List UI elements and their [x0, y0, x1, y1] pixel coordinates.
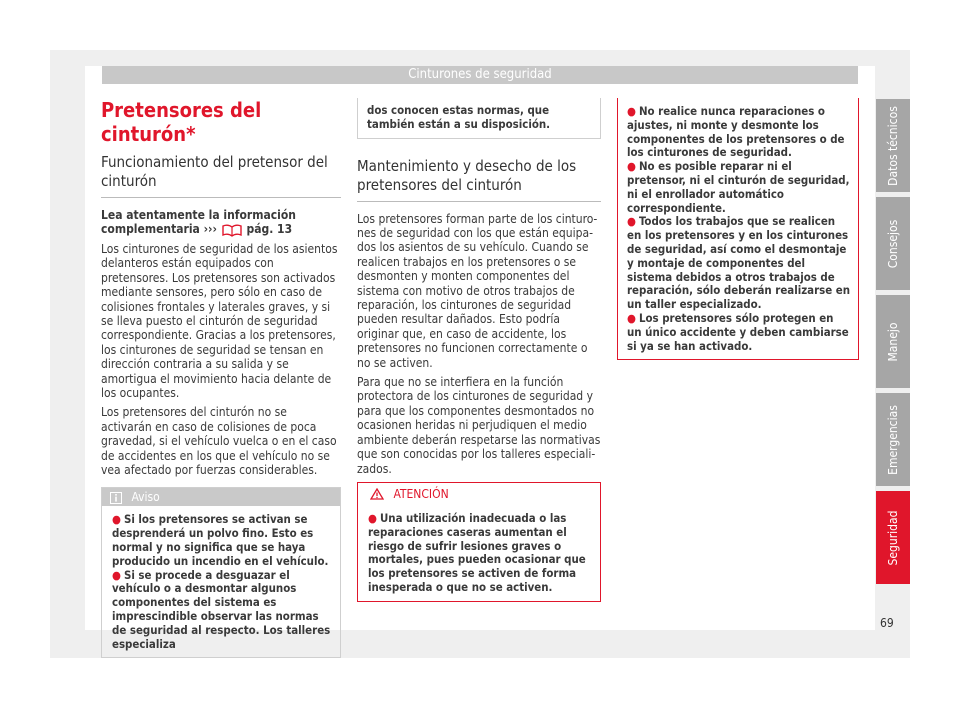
note-header: Aviso: [102, 488, 340, 506]
column-3: [617, 98, 859, 360]
paragraph: Los pretensores del cinturón no se activarán en caso de colisiones de poca gravedad, si el vehículo vuelca o en el caso de accidentes en los que el vehículo no se vea afectado por fuerzas considerables.: [101, 405, 337, 477]
paragraph: Para que no se interfiera en la función protectora de los cinturones de seguridad y para que los componentes desmontados no ocasionen heridas ni perjudiquen el medio ambiente deberán respetarse las normativas que son conocidas por los talleres especializados.: [357, 375, 601, 476]
info-icon: [110, 492, 122, 504]
lead-reference: Lea atentamente la información complementaria ››› pág. 13: [101, 208, 296, 237]
note-box: [101, 487, 341, 658]
tab-consejos[interactable]: Consejos: [876, 197, 910, 290]
page-number: 69: [880, 616, 894, 630]
paragraph: Los cinturones de seguridad de los asientos delanteros están equipados con pretensores. Los pretensores son activados mediante sensores, pero sólo en caso de colisiones frontales y laterales graves, y si se lleva puesto el cinturón de seguridad correspondiente. Gracias a los pretensores, los cinturones de seguridad se tensan en dirección contraria a su salida y se amortigua el movimiento hacia delante de los ocupantes.: [101, 241, 338, 400]
subsection-title: Mantenimiento y desecho de los pretensores del cinturón: [357, 157, 601, 202]
warning-body: [358, 505, 600, 601]
warning-item: ● Todos los trabajos que se realicen en los pretensores y en los cinturones de seguridad, así como el desmontaje y montaje de componentes del sistema debidos a otros trabajos de reparación, sólo deberán realizarse en un taller especializado.: [627, 214, 851, 312]
column-1: [101, 98, 341, 658]
tab-emergencias[interactable]: Emergencias: [876, 393, 910, 486]
note-item: ● Si se procede a desguazar el vehículo o a desmontar algunos componentes del sistema es imprescindible observar las normas de seguridad al respecto. Los talleres especializa: [112, 567, 331, 651]
note-body: [102, 506, 340, 657]
tab-manejo[interactable]: Manejo: [876, 295, 910, 388]
subsection-title: Funcionamiento del pretensor del cinturón: [101, 153, 341, 198]
tab-datos-tecnicos[interactable]: Datos técnicos: [876, 99, 910, 192]
warning-box-continued: [617, 98, 859, 360]
warning-item: ● Los pretensores sólo protegen en un único accidente y deben cambiarse si ya se han activado.: [627, 310, 849, 353]
section-title: Pretensores del cinturón*: [101, 98, 262, 146]
warning-item: ● Una utilización inadecuada o las reparaciones caseras aumentan el riesgo de sufrir lesiones graves o mortales, pues pueden ocasionar que los pretensores se activen de forma inesperada o que no se activen.: [368, 510, 586, 594]
tab-seguridad[interactable]: Seguridad: [876, 491, 910, 584]
warning-item: ● No realice nunca reparaciones o ajustes, ni monte y desmonte los componentes de los pretensores o de los cinturones de seguridad.: [627, 104, 845, 160]
warning-item: ● No es posible reparar ni el pretensor, ni el cinturón de seguridad, ni el enrollador automático correspondiente.: [627, 159, 850, 215]
warning-box: [357, 482, 601, 602]
section-header-bar: Cinturones de seguridad: [102, 66, 858, 84]
book-icon: [221, 223, 243, 237]
paragraph: Los pretensores forman parte de los cinturones de seguridad con los que están equipados los asientos de su vehículo. Cuando se realicen trabajos en los pretensores o se desmonten y monten componentes del sistema con motivo de otros trabajos de reparación, los cinturones de seguridad pueden resultar dañados. Esto podría originar que, en caso de accidente, los pretensores no funcionen correctamente o no se activen.: [357, 211, 598, 370]
warning-triangle-icon: [370, 488, 384, 500]
column-2: [357, 98, 601, 602]
warning-header: ATENCIÓN: [358, 483, 600, 505]
note-item: ● Si los pretensores se activan se desprenderá un polvo fino. Esto es normal y no significa que se haya producido un incendio en el vehículo.: [112, 512, 329, 568]
note-box-continued: dos conocen estas normas, que también están a su disposición.: [357, 98, 601, 139]
